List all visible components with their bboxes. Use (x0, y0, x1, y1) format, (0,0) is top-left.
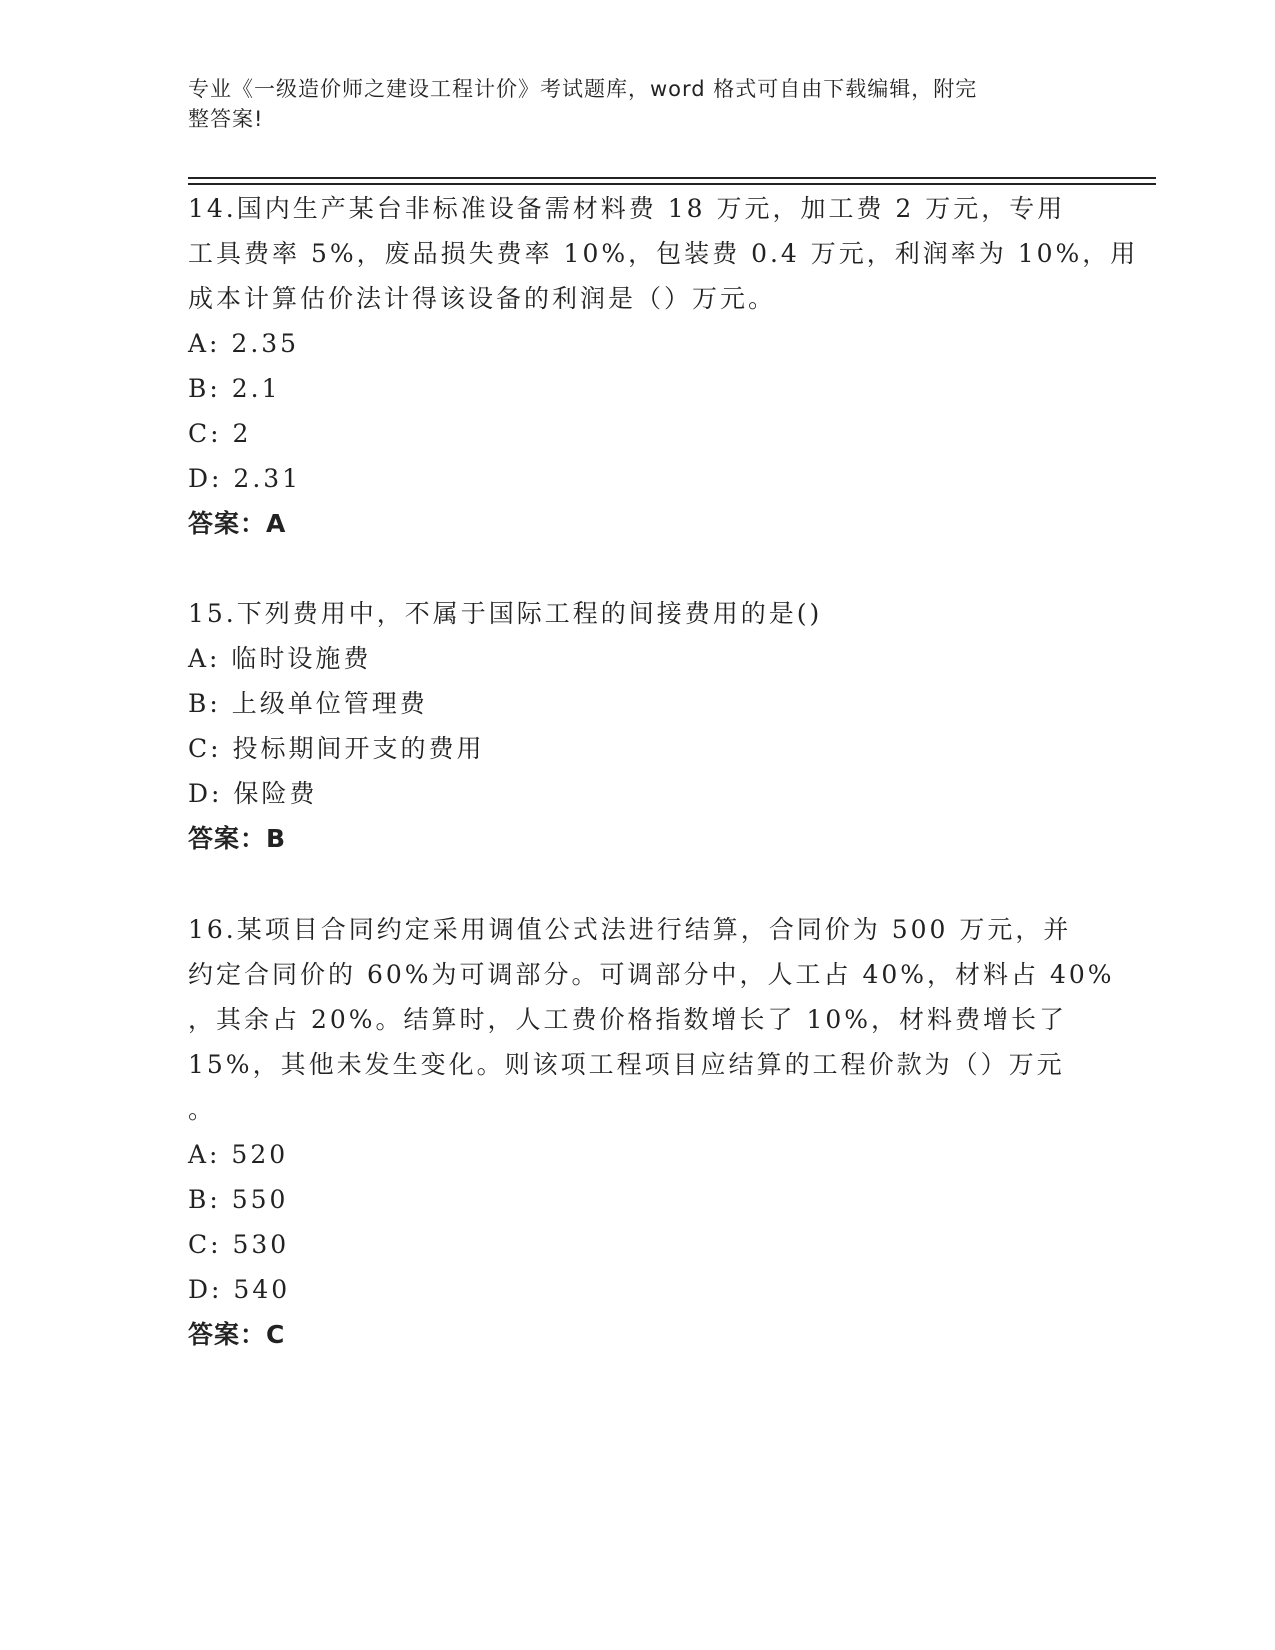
question-15-option-b: B: 上级单位管理费 (188, 689, 428, 718)
question-16-line-4: 15%，其他未发生变化。则该项工程项目应结算的工程价款为（）万元 (188, 1050, 1065, 1079)
question-14-option-b: B: 2.1 (188, 374, 281, 403)
header-rule-top (188, 177, 1156, 179)
question-14-line-1: 14.国内生产某台非标准设备需材料费 18 万元，加工费 2 万元，专用 (188, 194, 1066, 223)
question-15-option-a: A: 临时设施费 (188, 644, 372, 673)
question-16-option-b: B: 550 (188, 1185, 289, 1214)
question-14-line-2: 工具费率 5%，废品损失费率 10%，包装费 0.4 万元，利润率为 10%，用 (188, 239, 1139, 268)
question-14-line-3: 成本计算估价法计得该设备的利润是（）万元。 (188, 284, 777, 313)
question-15-answer: 答案：B (188, 824, 287, 853)
question-15-option-c: C: 投标期间开支的费用 (188, 734, 485, 763)
header-text-line-1: 专业《一级造价师之建设工程计价》考试题库，word 格式可自由下载编辑，附完 (188, 77, 978, 101)
question-16-option-a: A: 520 (188, 1140, 289, 1169)
question-14-option-a: A: 2.35 (188, 329, 300, 358)
question-16-line-3: ，其余占 20%。结算时，人工费价格指数增长了 10%，材料费增长了 (188, 1005, 1068, 1034)
question-16-line-2: 约定合同价的 60%为可调部分。可调部分中，人工占 40%，材料占 40% (188, 960, 1115, 989)
question-16-line-1: 16.某项目合同约定采用调值公式法进行结算，合同价为 500 万元，并 (188, 915, 1072, 944)
question-15-line-1: 15.下列费用中，不属于国际工程的间接费用的是() (188, 599, 823, 628)
question-16-line-5: 。 (188, 1095, 217, 1124)
question-14-option-d: D: 2.31 (188, 464, 302, 493)
question-16-option-c: C: 530 (188, 1230, 290, 1259)
header-rule-bottom (188, 183, 1156, 185)
question-14-option-c: C: 2 (188, 419, 252, 448)
header-text-line-2: 整答案! (188, 107, 264, 131)
question-16-option-d: D: 540 (188, 1275, 291, 1304)
question-16-answer: 答案：C (188, 1320, 286, 1349)
question-15-option-d: D: 保险费 (188, 779, 318, 808)
question-14-answer: 答案：A (188, 509, 287, 538)
